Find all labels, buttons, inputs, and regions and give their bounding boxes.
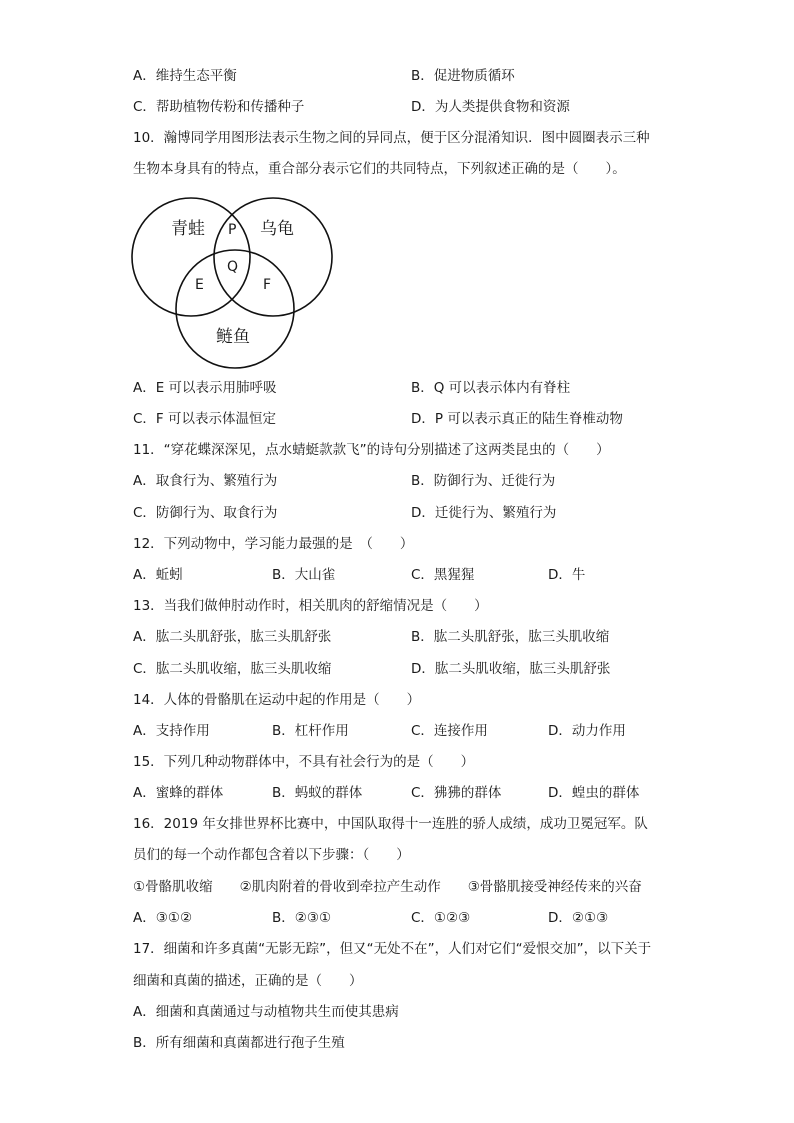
turtle-label: 乌龟	[260, 219, 294, 239]
q14-stem: 14．人体的骨骼肌在运动中起的作用是（ ）	[133, 692, 421, 708]
region-p-label: P	[228, 222, 237, 238]
q9-option-b[interactable]: B．促进物质循环	[411, 68, 515, 84]
q16-option-b[interactable]: B．②③①	[272, 910, 332, 926]
q12-option-c[interactable]: C．黑猩猩	[411, 567, 475, 583]
fish-label: 鲢鱼	[216, 327, 250, 347]
q16-option-c[interactable]: C．①②③	[411, 910, 471, 926]
q11-option-b[interactable]: B．防御行为、迁徙行为	[411, 473, 556, 489]
q10-stem-line2: 生物本身具有的特点，重合部分表示它们的共同特点，下列叙述正确的是（ ）。	[133, 161, 626, 177]
q17-option-b[interactable]: B．所有细菌和真菌都进行孢子生殖	[133, 1035, 345, 1051]
q17-stem-line2: 细菌和真菌的描述，正确的是（ ）	[133, 973, 363, 989]
q11-option-c[interactable]: C．防御行为、取食行为	[133, 505, 278, 521]
turtle-circle	[214, 198, 332, 316]
q11-option-a[interactable]: A．取食行为、繁殖行为	[133, 473, 278, 489]
q15-option-a[interactable]: A．蜜蜂的群体	[133, 785, 224, 801]
q13-option-d[interactable]: D．肱二头肌收缩，肱三头肌舒张	[411, 661, 611, 677]
q9-option-c[interactable]: C．帮助植物传粉和传播种子	[133, 99, 305, 115]
q16-option-a[interactable]: A．③①②	[133, 910, 193, 926]
frog-label: 青蛙	[171, 219, 205, 239]
q16-stem-line1: 16．2019 年女排世界杯比赛中，中国队取得十一连胜的骄人成绩，成功卫冕冠军。队	[133, 816, 648, 832]
q14-option-b[interactable]: B．杠杆作用	[272, 723, 349, 739]
q11-stem: 11．“穿花蝶深深见，点水蜻蜓款款飞”的诗句分别描述了这两类昆虫的（ ）	[133, 442, 610, 458]
q10-option-a[interactable]: A．E 可以表示用肺呼吸	[133, 380, 277, 396]
q11-option-d[interactable]: D．迁徙行为、繁殖行为	[411, 505, 557, 521]
q15-option-c[interactable]: C．狒狒的群体	[411, 785, 502, 801]
q15-stem: 15．下列几种动物群体中，不具有社会行为的是（ ）	[133, 754, 475, 770]
q17-option-a[interactable]: A．细菌和真菌通过与动植物共生而使其患病	[133, 1004, 399, 1020]
q12-option-a[interactable]: A．蚯蚓	[133, 567, 183, 583]
q17-stem-line1: 17．细菌和许多真菌“无影无踪”，但又“无处不在”，人们对它们“爱恨交加”，以下关于	[133, 941, 652, 957]
region-f-label: F	[263, 277, 272, 293]
q9-option-d[interactable]: D．为人类提供食物和资源	[411, 99, 570, 115]
frog-circle	[132, 198, 250, 316]
q16-option-d[interactable]: D．②①③	[548, 910, 609, 926]
region-q-label: Q	[227, 259, 239, 275]
region-e-label: E	[195, 277, 204, 293]
q13-stem: 13．当我们做伸肘动作时，相关肌肉的舒缩情况是（ ）	[133, 598, 488, 614]
q15-option-d[interactable]: D．蝗虫的群体	[548, 785, 640, 801]
q10-option-b[interactable]: B．Q 可以表示体内有脊柱	[411, 380, 571, 396]
q10-option-d[interactable]: D．P 可以表示真正的陆生脊椎动物	[411, 411, 623, 427]
q16-stem-line2: 员们的每一个动作都包含着以下步骤：（ ）	[133, 847, 410, 863]
q14-option-c[interactable]: C．连接作用	[411, 723, 488, 739]
q10-option-c[interactable]: C．F 可以表示体温恒定	[133, 411, 276, 427]
q13-option-b[interactable]: B．肱二头肌舒张，肱三头肌收缩	[411, 629, 610, 645]
q12-stem: 12．下列动物中，学习能力最强的是 （ ）	[133, 536, 414, 552]
venn-diagram	[127, 192, 339, 372]
q13-option-c[interactable]: C．肱二头肌收缩，肱三头肌收缩	[133, 661, 332, 677]
q10-stem-line1: 10．瀚博同学用图形法表示生物之间的异同点，便于区分混淆知识．图中圆圈表示三种	[133, 130, 650, 146]
q13-option-a[interactable]: A．肱二头肌舒张，肱三头肌舒张	[133, 629, 332, 645]
q12-option-b[interactable]: B．大山雀	[272, 567, 336, 583]
q14-option-a[interactable]: A．支持作用	[133, 723, 210, 739]
q9-option-a[interactable]: A．维持生态平衡	[133, 68, 237, 84]
q14-option-d[interactable]: D．动力作用	[548, 723, 626, 739]
q15-option-b[interactable]: B．蚂蚁的群体	[272, 785, 363, 801]
q16-steps: ①骨骼肌收缩 ②肌肉附着的骨收到牵拉产生动作 ③骨骼肌接受神经传来的兴奋	[133, 879, 642, 895]
q12-option-d[interactable]: D．牛	[548, 567, 586, 583]
